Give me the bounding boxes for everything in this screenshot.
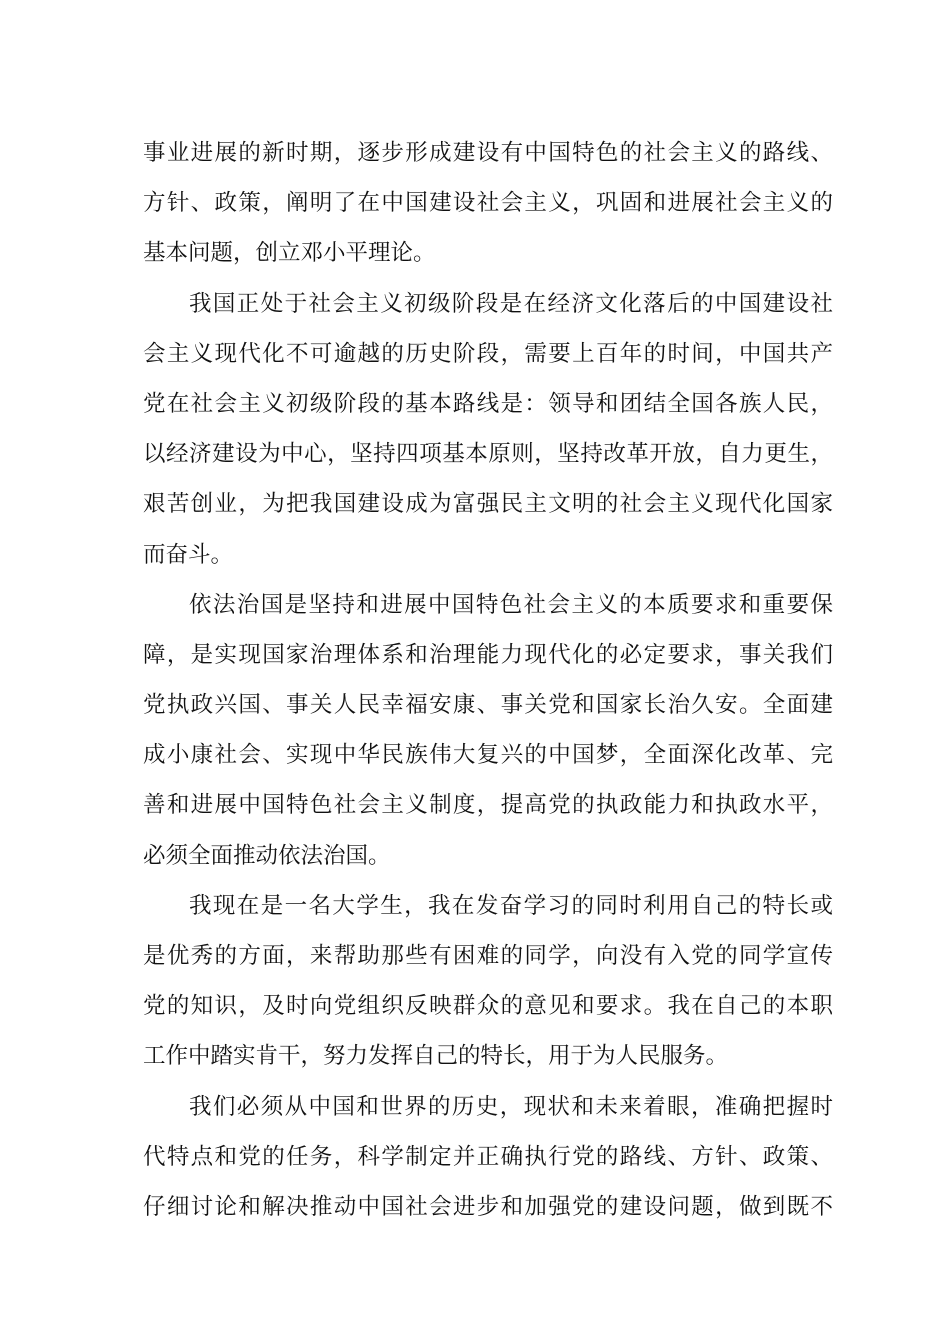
text-line: 必须全面推动依法治国。 — [143, 842, 391, 869]
text-line: 成小康社会、实现中华民族伟大复兴的中国梦，全面深化改革、完 — [143, 742, 833, 769]
text-line: 是优秀的方面，来帮助那些有困难的同学，向没有入党的同学宣传 — [143, 943, 833, 969]
text-line: 艰苦创业，为把我国建设成为富强民主文明的社会主义现代化国家 — [143, 491, 833, 518]
paragraph-first-line: 我国正处于社会主义初级阶段是在经济文化落后的中国建设社 — [189, 290, 833, 317]
paragraph-first-line: 我现在是一名大学生，我在发奋学习的同时利用自己的特长或 — [189, 892, 833, 919]
text-line: 代特点和党的任务，科学制定并正确执行党的路线、方针、政策、 — [143, 1143, 833, 1170]
text-line: 仔细讨论和解决推动中国社会进步和加强党的建设问题，做到既不 — [143, 1193, 833, 1220]
text-line: 会主义现代化不可逾越的历史阶段，需要上百年的时间，中国共产 — [143, 340, 833, 367]
paragraph-first-line: 我们必须从中国和世界的历史，现状和未来着眼，准确把握时 — [189, 1093, 833, 1120]
text-line: 党在社会主义初级阶段的基本路线是：领导和团结全国各族人民， — [143, 390, 833, 417]
text-line: 以经济建设为中心，坚持四项基本原则，坚持改革开放，自力更生， — [143, 441, 833, 468]
text-line: 善和进展中国特色社会主义制度，提高党的执政能力和执政水平， — [143, 792, 833, 819]
text-line: 党执政兴国、事关人民幸福安康、事关党和国家长治久安。全面建 — [143, 692, 833, 719]
text-line: 工作中踏实肯干，努力发挥自己的特长，用于为人民服务。 — [143, 1043, 729, 1070]
body-text — [143, 128, 833, 1232]
text-line: 事业进展的新时期，逐步形成建设有中国特色的社会主义的路线、 — [143, 140, 833, 166]
text-line: 基本问题，创立邓小平理论。 — [143, 240, 436, 267]
text-line: 党的知识，及时向党组织反映群众的意见和要求。我在自己的本职 — [143, 993, 833, 1020]
text-line: 方针、政策，阐明了在中国建设社会主义，巩固和进展社会主义的 — [143, 190, 833, 217]
paragraph-first-line: 依法治国是坚持和进展中国特色社会主义的本质要求和重要保 — [189, 591, 833, 618]
text-line: 障，是实现国家治理体系和治理能力现代化的必定要求，事关我们 — [143, 641, 833, 668]
text-line: 而奋斗。 — [143, 541, 234, 568]
